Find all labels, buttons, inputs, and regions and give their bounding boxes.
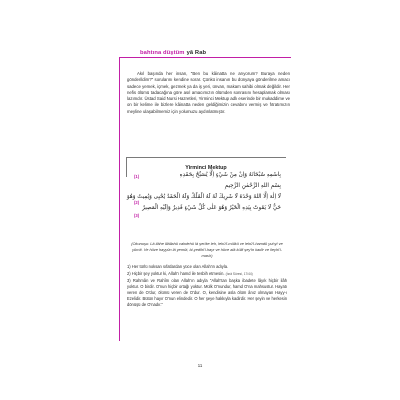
header-title-part2: yâ Rab xyxy=(186,50,207,56)
header-title-part1: bahtına düştüm xyxy=(140,50,185,56)
intro-paragraph: Akıl başında her insan, "Ben bu kâinatta ne arıyorum? Buraya neden gönderildim?" sorularını kendine sorar. Çünkü insanın bu dünyaya gönderilme amacı sadece yemek, içmek, gezmek ya da iş yeri, ünvan, makam sahibi olmak değildir. Her nefis ölümü tadacağına göre asıl amacımızın ölümden sonrasını hesaplamak olması lazımdır. Üstad Said Nursi Hazretleri, Yirminci Mektup adlı eserinde bir mukaddime ve on bir kelime ile bizlere kâinatta neden geldiğimizin cevabını vermiş ve fıtratımızın meyline ulaşabilmemiz için yolumuzu aydınlatmıştır. xyxy=(127,71,290,114)
footnote-text: 3) Rahmân ve Rahîm olan Allah'ın adıyla "Allah'tan başka ibadete lâyık hiçbir ilâh yoktur. O birdir. O'nun hiçbir ortağı yoktur. Mülk O'nundur, hamd O'na mahsustur. Hayatı veren de O'dur, ölümü veren de O'dur. O, kendisine asla ölüm ânız olmayan Hayy-ı Ezelidir. Bütün hayır O'nun elindedir. O her şeye hakkıyla kadirdir. Her şeyin ve herkesin dönüşü de O'nadır." xyxy=(127,278,287,307)
arabic-line-3: لَا اِلٰهَ اِلَّا اللهُ وَحْدَهُ لَا شَرِيكَ لَهُ لَهُ الْمُلْكُ وَلَهُ الْحَمْدُ يُحْيِى وَيُمِيتُ وَهُوَ xyxy=(126,194,281,200)
page-number: 11 xyxy=(197,363,203,368)
arabic-line-1: بِاسْمِهِ سُبْحَانَهُ وَاِنْ مِنْ شَيْءٍ اِلَّا يُسَبِّحُ بِحَمْدِهِ xyxy=(179,172,281,178)
footnote-item xyxy=(127,271,287,278)
transliteration-paragraph: (Okunuşu: Lâ ilâhe illâllahü vahdehû lâ şerîke leh, lehü'l-mülkü ve lehü'l-hamdü yuhyî ve yümît. Ve hüve hayyün lâ yemût, bi-yedihi'l-hayr ve hüve alâ külli şey'in kadîr ve ileyhi'l-masîr) xyxy=(131,241,283,258)
side-accent-rule xyxy=(119,57,120,341)
section-title: Yirminci Mektup xyxy=(185,165,227,171)
running-header xyxy=(140,50,206,56)
footnote-item xyxy=(127,264,287,270)
section-box-top-border xyxy=(126,157,286,158)
footnote-marker-1: (1) xyxy=(134,174,140,179)
footnote-marker-3: (3) xyxy=(134,213,140,218)
header-rule xyxy=(119,57,291,58)
footnote-text: 1) Her türlü noksan sıfatlardan yüce olan Allah'ın adıyla. xyxy=(127,264,229,269)
footnote-source: (İsrâ Sûresi, 17/44) xyxy=(225,271,253,276)
arabic-line-4: حَيٌّ لَا يَمُوتُ بِيَدِهِ الْخَيْرُ وَهُوَ عَلٰى كُلِّ شَيْءٍ قَدِيرٌ وَاِلَيْهِ الْمَصِيرُ xyxy=(142,205,281,211)
footnote-list xyxy=(127,264,287,308)
arabic-line-2: بِسْمِ اللهِ الرَّحْمٰنِ الرَّحِيمِ xyxy=(224,183,281,189)
footnote-text: 2) Hiçbir şey yoktur ki, Allah'ı hamd ile tesbih etmesin. xyxy=(127,270,225,276)
footnote-marker-2: (2) xyxy=(134,200,140,205)
footnote-item xyxy=(127,278,287,308)
